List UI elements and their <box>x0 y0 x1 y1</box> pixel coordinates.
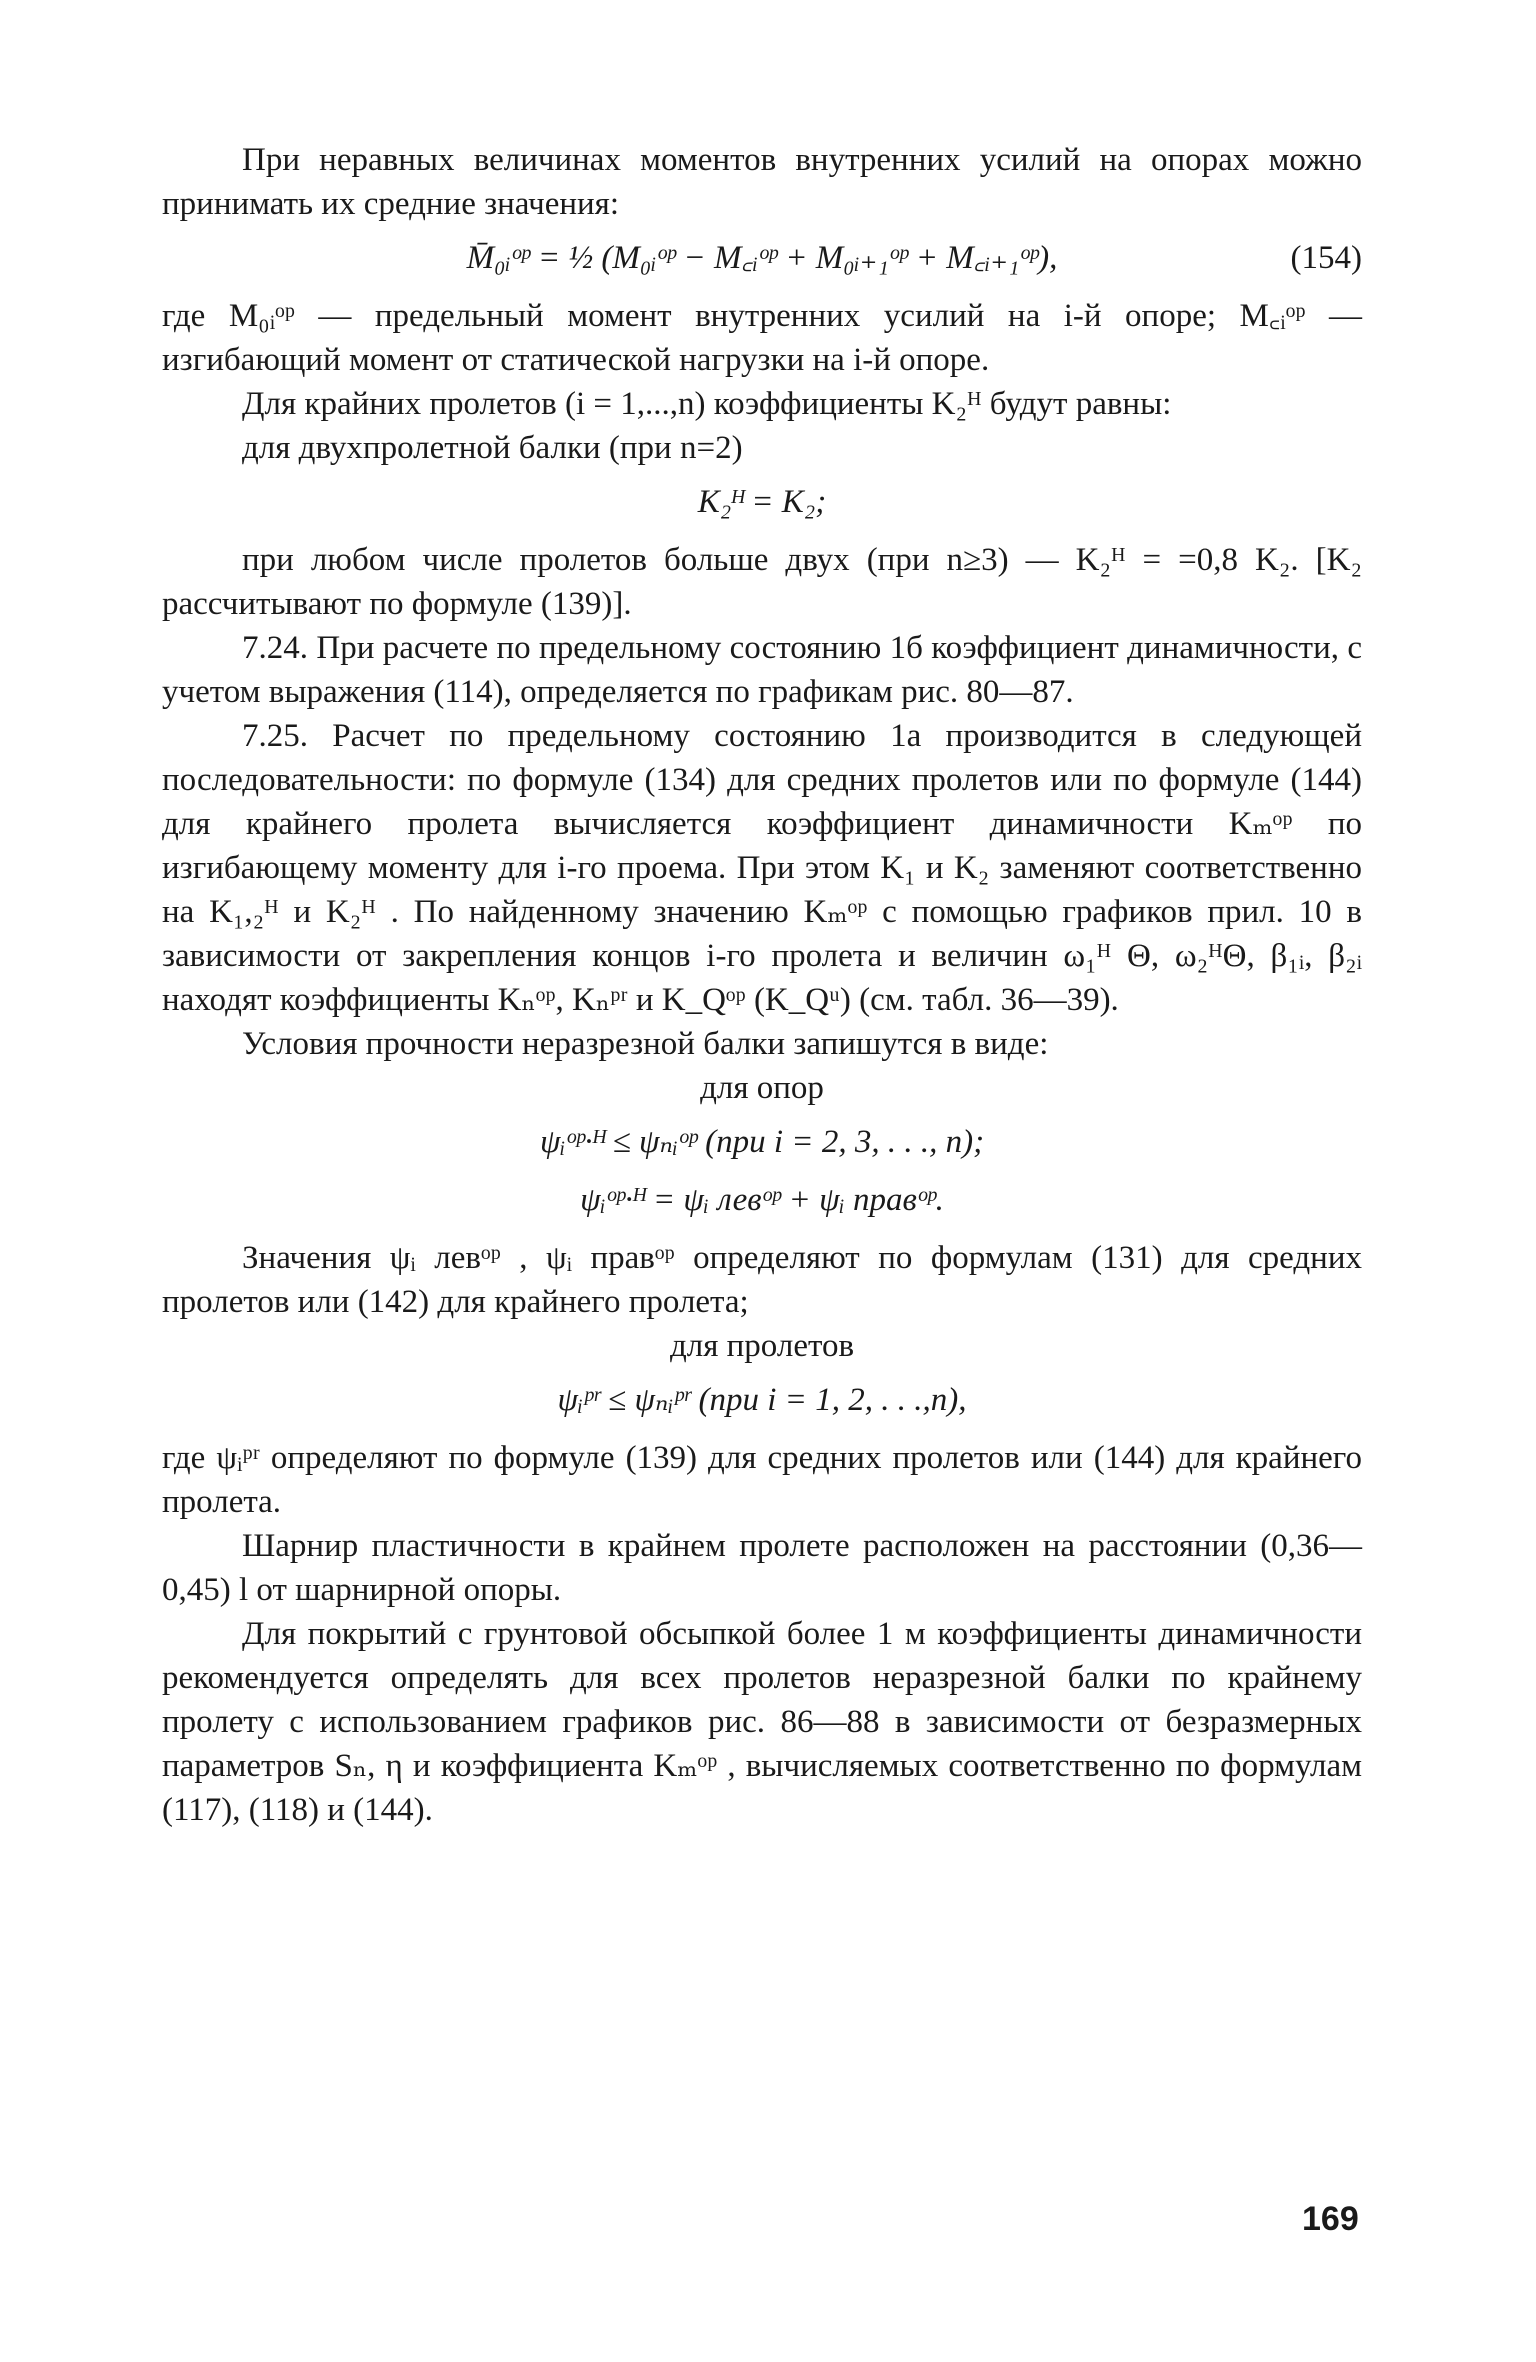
heading-for-supports: для опор <box>700 1070 824 1106</box>
page-body <box>162 138 1362 1832</box>
page-number: 169 <box>1302 2200 1359 2238</box>
paragraph-end-spans: Для крайних пролетов (i = 1,...,n) коэффициенты K₂ᴴ будут равны: <box>242 386 1172 422</box>
paragraph-intro: При неравных величинах моментов внутренних усилий на опорах можно принимать их средние значения: <box>162 142 1362 222</box>
paragraph-where-psi-pr: где ψᵢᵖʳ определяют по формуле (139) для средних пролетов или (144) для крайнего пролета. <box>162 1440 1362 1520</box>
paragraph-plastic-hinge: Шарнир пластичности в крайнем пролете расположен на расстоянии (0,36—0,45) l от шарнирной опоры. <box>162 1528 1362 1608</box>
heading-for-spans: для пролетов <box>669 1328 855 1364</box>
equation-number-154: (154) <box>1290 240 1362 276</box>
formula-k2: K₂ᴴ = K₂; <box>697 484 827 520</box>
paragraph-7-25: 7.25. Расчет по предельному состоянию 1а производится в следующей последовательности: по формуле (134) для средних пролетов или по формуле (144) для крайнего пролета вычисляется коэффициент динамичности Kₘᵒᵖ по изгибающему моменту для i-го проема. При этом K₁ и K₂ заменяют соответственно на K₁,₂ᴴ и K₂ᴴ . По найденному значению Kₘᵒᵖ с помощью графиков прил. 10 в зависимости от закрепления концов i-го пролета и величин ω₁ᴴ Θ, ω₂ᴴΘ, β₁ᵢ, β₂ᵢ находят коэффициенты Kₙᵒᵖ, Kₙᵖʳ и K_Qᵒᵖ (K_Qᵘ) (см. табл. 36—39). <box>162 718 1362 1018</box>
paragraph-values-psi: Значения ψᵢ левᵒᵖ , ψᵢ правᵒᵖ определяют по формулам (131) для средних пролетов или (142) для крайнего пролета; <box>162 1240 1362 1320</box>
paragraph-where-moments: где M₀ᵢᵒᵖ — предельный момент внутренних усилий на i-й опоре; M꜀ᵢᵒᵖ — изгибающий момент от статической нагрузки на i-й опоре. <box>162 298 1362 378</box>
formula-span: ψᵢᵖʳ ≤ ψₙᵢᵖʳ (при i = 1, 2, . . .,n), <box>557 1382 967 1418</box>
formula-support-1: ψᵢᵒᵖ·ᴴ ≤ ψₙᵢᵒᵖ (при i = 2, 3, . . ., n); <box>539 1124 985 1160</box>
paragraph-strength-conditions: Условия прочности неразрезной балки запишутся в виде: <box>242 1026 1049 1062</box>
formula-154-text: M̄₀ᵢᵒᵖ = ½ (M₀ᵢᵒᵖ − M꜀ᵢᵒᵖ + M₀ᵢ₊₁ᵒᵖ + M꜀ᵢ₊₁ᵒᵖ), <box>466 240 1058 276</box>
formula-154 <box>162 236 1362 280</box>
formula-support-2: ψᵢᵒᵖ·ᴴ = ψᵢ левᵒᵖ + ψᵢ правᵒᵖ. <box>580 1182 944 1218</box>
paragraph-two-span-beam: для двухпролетной балки (при n=2) <box>242 430 743 466</box>
paragraph-any-spans: при любом числе пролетов больше двух (при n≥3) — K₂ᴴ = =0,8 K₂. [K₂ рассчитывают по формуле (139)]. <box>162 542 1362 622</box>
paragraph-soil-covering: Для покрытий с грунтовой обсыпкой более 1 м коэффициенты динамичности рекомендуется определять для всех пролетов неразрезной балки по крайнему пролету с использованием графиков рис. 86—88 в зависимости от безразмерных параметров Sₙ, η и коэффициента Kₘᵒᵖ , вычисляемых соответственно по формулам (117), (118) и (144). <box>162 1616 1362 1828</box>
paragraph-7-24: 7.24. При расчете по предельному состоянию 1б коэффициент динамичности, с учетом выражения (114), определяется по графикам рис. 80—87. <box>162 630 1362 710</box>
